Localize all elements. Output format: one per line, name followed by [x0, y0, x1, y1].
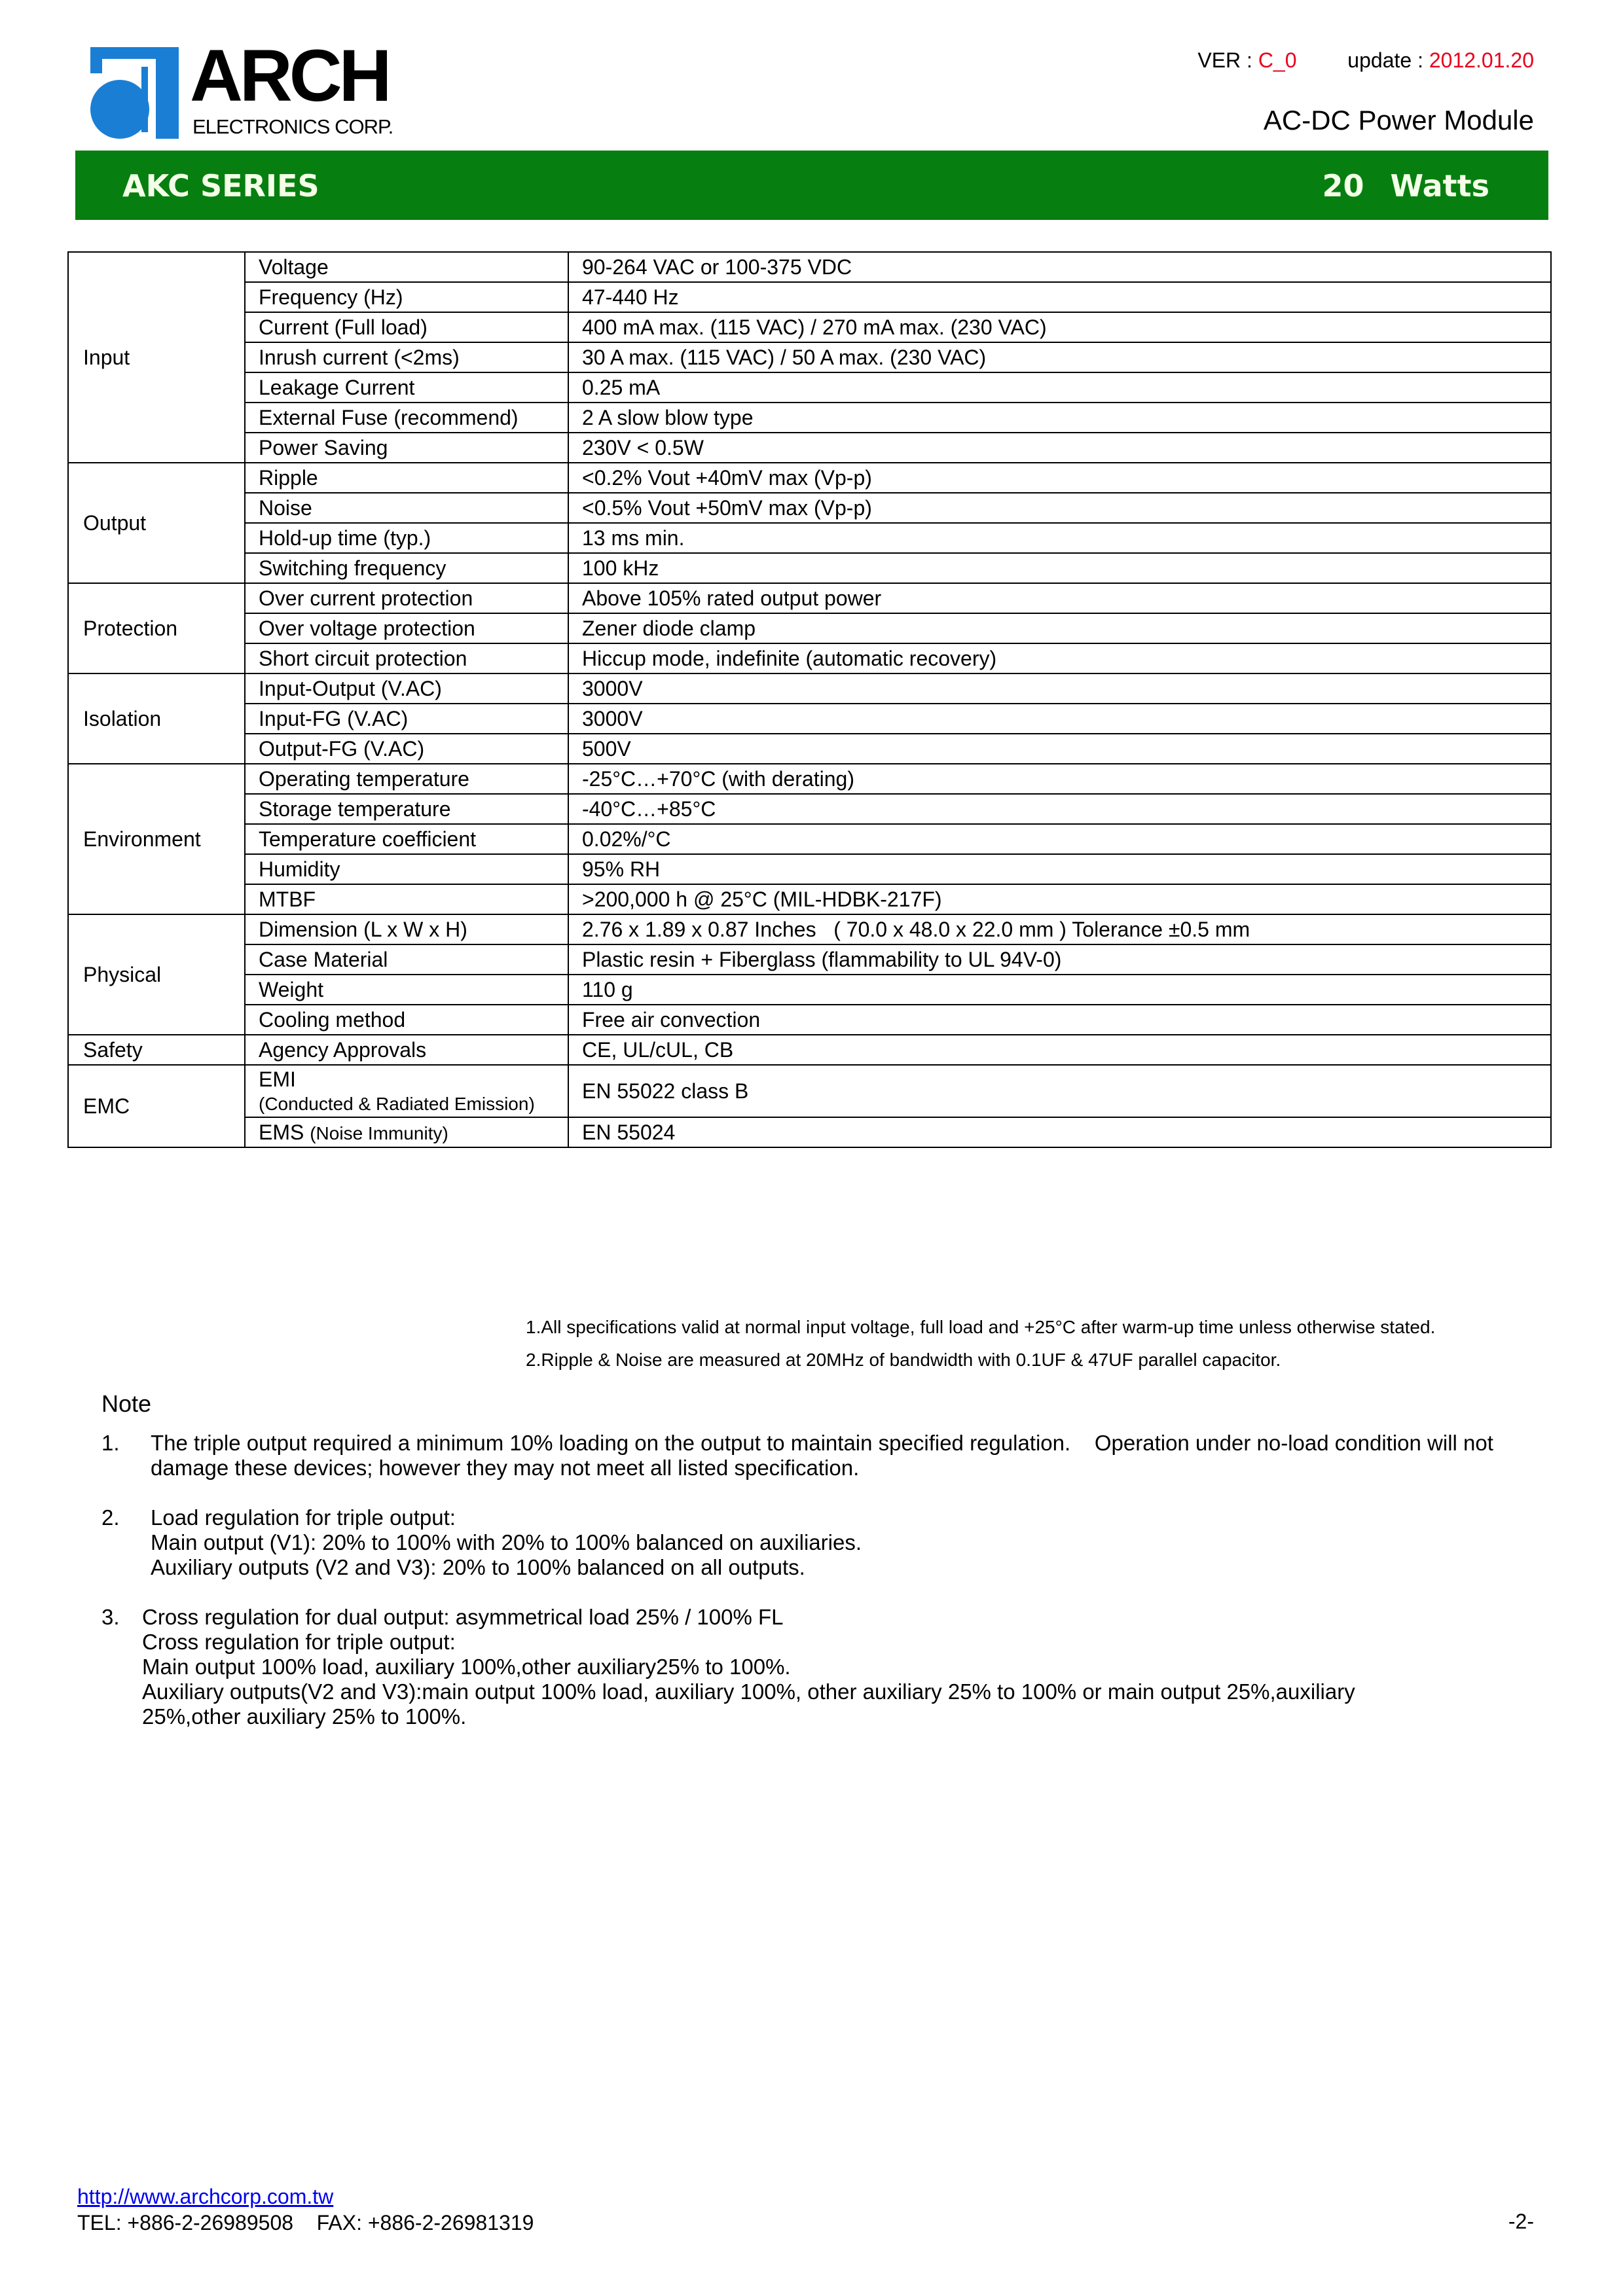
spec-item-label: Voltage	[259, 255, 329, 279]
table-row	[68, 884, 1551, 914]
spec-item	[245, 914, 568, 944]
update-label: update :	[1347, 48, 1429, 72]
spec-item-label: Storage temperature	[259, 797, 451, 821]
table-row	[68, 282, 1551, 312]
spec-value: Zener diode clamp	[568, 613, 1551, 643]
spec-value: -40°C…+85°C	[568, 794, 1551, 824]
spec-value: EN 55024	[568, 1117, 1551, 1147]
ver-label: VER :	[1197, 48, 1258, 72]
version-info	[1197, 48, 1534, 73]
spec-item-label: Frequency (Hz)	[259, 285, 403, 309]
spec-item	[245, 312, 568, 342]
spec-item	[245, 403, 568, 433]
spec-item	[245, 282, 568, 312]
table-row	[68, 704, 1551, 734]
note-number: 1.	[101, 1431, 120, 1455]
note-line: 25%,other auxiliary 25% to 100%.	[142, 1704, 467, 1729]
spec-item-label: EMI	[259, 1067, 296, 1091]
table-row	[68, 824, 1551, 854]
spec-item-label: Operating temperature	[259, 767, 469, 791]
spec-item	[245, 704, 568, 734]
note-number: 3.	[101, 1605, 120, 1629]
note-line: Load regulation for triple output:	[151, 1505, 456, 1530]
note-line: Auxiliary outputs (V2 and V3): 20% to 100% balanced on all outputs.	[151, 1555, 805, 1579]
spec-value: 3000V	[568, 704, 1551, 734]
footnote-1: 1.All specifications valid at normal input voltage, full load and +25°C after warm-up time unless otherwise stated.	[526, 1317, 1436, 1337]
spec-item	[245, 643, 568, 673]
spec-item	[245, 1117, 568, 1147]
spec-item-label: External Fuse (recommend)	[259, 406, 519, 429]
spec-item	[245, 1005, 568, 1035]
series-banner	[75, 151, 1548, 220]
spec-item-label: EMS	[259, 1121, 304, 1144]
spec-item-sublabel: (Conducted & Radiated Emission)	[259, 1094, 535, 1114]
spec-value: Hiccup mode, indefinite (automatic recovery)	[568, 643, 1551, 673]
group-label: Output	[68, 463, 245, 583]
spec-item-label: Noise	[259, 496, 312, 520]
spec-value: 13 ms min.	[568, 523, 1551, 553]
spec-item	[245, 975, 568, 1005]
table-row	[68, 493, 1551, 523]
table-row	[68, 673, 1551, 704]
table-row	[68, 312, 1551, 342]
table-row	[68, 583, 1551, 613]
spec-item	[245, 1065, 568, 1117]
group-label: Isolation	[68, 673, 245, 764]
arch-logo-icon	[90, 47, 179, 139]
spec-item	[245, 372, 568, 403]
spec-value: 230V < 0.5W	[568, 433, 1551, 463]
spec-item-label: Dimension (L x W x H)	[259, 918, 467, 941]
spec-item	[245, 433, 568, 463]
note-line: damage these devices; however they may not meet all listed specification.	[151, 1456, 860, 1480]
spec-item	[245, 523, 568, 553]
table-row	[68, 342, 1551, 372]
document-subtitle: AC-DC Power Module	[1263, 105, 1534, 135]
table-row	[68, 372, 1551, 403]
table-row	[68, 764, 1551, 794]
spec-item-sublabel: (Noise Immunity)	[310, 1123, 448, 1143]
spec-value: 500V	[568, 734, 1551, 764]
note-line: Main output (V1): 20% to 100% with 20% to 100% balanced on auxiliaries.	[151, 1530, 862, 1554]
spec-item	[245, 252, 568, 282]
spec-value: CE, UL/cUL, CB	[568, 1035, 1551, 1065]
website-link[interactable]: http://www.archcorp.com.tw	[77, 2185, 334, 2208]
spec-item	[245, 583, 568, 613]
spec-value: EN 55022 class B	[568, 1065, 1551, 1117]
group-label: Protection	[68, 583, 245, 673]
spec-value: 0.25 mA	[568, 372, 1551, 403]
series-name: AKC SERIES	[122, 168, 319, 204]
spec-value: Free air convection	[568, 1005, 1551, 1035]
spec-value: 95% RH	[568, 854, 1551, 884]
spec-item	[245, 342, 568, 372]
spec-item	[245, 764, 568, 794]
table-row	[68, 1065, 1551, 1117]
spec-item-label: Agency Approvals	[259, 1038, 427, 1062]
group-label: Safety	[68, 1035, 245, 1065]
spec-item	[245, 794, 568, 824]
table-row	[68, 403, 1551, 433]
table-row	[68, 975, 1551, 1005]
update-value: 2012.01.20	[1429, 48, 1534, 72]
spec-value: 3000V	[568, 673, 1551, 704]
spec-item	[245, 854, 568, 884]
table-row	[68, 944, 1551, 975]
spec-item-label: MTBF	[259, 888, 316, 911]
spec-value: <0.5% Vout +50mV max (Vp-p)	[568, 493, 1551, 523]
spec-item-label: Humidity	[259, 857, 340, 881]
spec-item-label: Input-Output (V.AC)	[259, 677, 442, 700]
spec-item	[245, 944, 568, 975]
spec-item-label: Ripple	[259, 466, 318, 490]
table-row	[68, 252, 1551, 282]
group-label: Input	[68, 252, 245, 463]
note-number: 2.	[101, 1505, 120, 1530]
spec-item-label: Temperature coefficient	[259, 827, 477, 851]
spec-item-label: Hold-up time (typ.)	[259, 526, 431, 550]
table-row	[68, 433, 1551, 463]
spec-item	[245, 824, 568, 854]
ver-value: C_0	[1258, 48, 1297, 72]
spec-value: 0.02%/°C	[568, 824, 1551, 854]
spec-item-label: Over current protection	[259, 586, 473, 610]
spec-item	[245, 493, 568, 523]
note-line: Auxiliary outputs(V2 and V3):main output 100% load, auxiliary 100%, other auxiliary 25% to 100% or main output 25%,auxiliary	[142, 1679, 1355, 1704]
spec-item	[245, 613, 568, 643]
spec-item-label: Weight	[259, 978, 324, 1001]
spec-value: 2.76 x 1.89 x 0.87 Inches ( 70.0 x 48.0 x 22.0 mm ) Tolerance ±0.5 mm	[568, 914, 1551, 944]
spec-value: -25°C…+70°C (with derating)	[568, 764, 1551, 794]
spec-value: <0.2% Vout +40mV max (Vp-p)	[568, 463, 1551, 493]
spec-item-label: Inrush current (<2ms)	[259, 346, 460, 369]
spec-item	[245, 463, 568, 493]
spec-value: 47-440 Hz	[568, 282, 1551, 312]
spec-value: 110 g	[568, 975, 1551, 1005]
spec-item	[245, 734, 568, 764]
spec-item-label: Output-FG (V.AC)	[259, 737, 425, 761]
spec-value: 100 kHz	[568, 553, 1551, 583]
company-logo	[90, 35, 405, 141]
spec-item-label: Leakage Current	[259, 376, 415, 399]
group-label: EMC	[68, 1065, 245, 1147]
table-row	[68, 854, 1551, 884]
spec-table	[67, 251, 1552, 1148]
spec-item-label: Current (Full load)	[259, 315, 428, 339]
footnote-2: 2.Ripple & Noise are measured at 20MHz of bandwidth with 0.1UF & 47UF parallel capacitor.	[526, 1350, 1281, 1370]
spec-item	[245, 884, 568, 914]
table-row	[68, 734, 1551, 764]
note-line: Cross regulation for dual output: asymmetrical load 25% / 100% FL	[142, 1605, 784, 1629]
table-row	[68, 523, 1551, 553]
table-row	[68, 553, 1551, 583]
spec-item-label: Cooling method	[259, 1008, 406, 1031]
spec-item-label: Power Saving	[259, 436, 388, 459]
page-number: -2-	[1508, 2210, 1534, 2233]
table-row	[68, 1117, 1551, 1147]
table-row	[68, 1035, 1551, 1065]
spec-item-label: Switching frequency	[259, 556, 447, 580]
spec-item-label: Over voltage protection	[259, 617, 475, 640]
table-row	[68, 613, 1551, 643]
spec-item	[245, 1035, 568, 1065]
note-line: Main output 100% load, auxiliary 100%,other auxiliary25% to 100%.	[142, 1655, 791, 1679]
spec-value: Plastic resin + Fiberglass (flammability to UL 94V-0)	[568, 944, 1551, 975]
table-row	[68, 1005, 1551, 1035]
logo-subtext: ELECTRONICS CORP.	[192, 115, 393, 138]
table-row	[68, 914, 1551, 944]
spec-value: 2 A slow blow type	[568, 403, 1551, 433]
table-row	[68, 794, 1551, 824]
table-row	[68, 643, 1551, 673]
spec-item-label: Short circuit protection	[259, 647, 467, 670]
group-label: Environment	[68, 764, 245, 914]
wattage: 20 Watts	[1322, 168, 1489, 204]
spec-item	[245, 673, 568, 704]
group-label: Physical	[68, 914, 245, 1035]
notes-title: Note	[101, 1390, 152, 1417]
spec-value: 90-264 VAC or 100-375 VDC	[568, 252, 1551, 282]
spec-value: Above 105% rated output power	[568, 583, 1551, 613]
logo-text: ARCH	[190, 35, 389, 117]
note-line: The triple output required a minimum 10% loading on the output to maintain specified regulation. Operation under no-load condition will not	[151, 1431, 1493, 1455]
spec-item	[245, 553, 568, 583]
contact-info: TEL: +886-2-26989508 FAX: +886-2-26981319	[77, 2211, 534, 2234]
spec-value: 30 A max. (115 VAC) / 50 A max. (230 VAC)	[568, 342, 1551, 372]
note-line: Cross regulation for triple output:	[142, 1630, 456, 1654]
spec-item-label: Input-FG (V.AC)	[259, 707, 409, 730]
spec-value: 400 mA max. (115 VAC) / 270 mA max. (230 VAC)	[568, 312, 1551, 342]
spec-value: >200,000 h @ 25°C (MIL-HDBK-217F)	[568, 884, 1551, 914]
footer	[77, 2183, 534, 2236]
spec-item-label: Case Material	[259, 948, 388, 971]
table-row	[68, 463, 1551, 493]
